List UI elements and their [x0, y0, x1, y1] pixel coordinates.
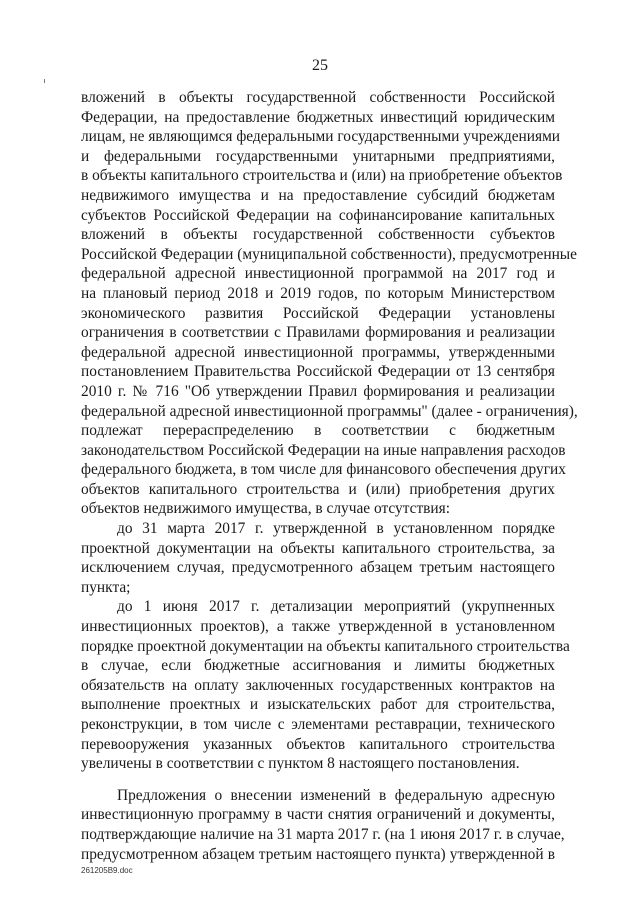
text-line: Федерации, на предоставление бюджетных инвестиций юридическим: [81, 108, 555, 126]
text-line: объектов недвижимого имущества, в случае отсутствия:: [81, 500, 451, 518]
text-line: 2010 г. № 716 "Об утверждении Правил формирования и реализации: [81, 382, 555, 400]
document-body: [81, 88, 578, 864]
text-line: федеральной адресной инвестиционной программы, утвержденными: [81, 343, 555, 361]
text-line: постановлением Правительства Российской Федерации от 13 сентября: [81, 363, 555, 381]
text-line: ограничения в соответствии с Правилами формирования и реализации: [81, 324, 555, 342]
text-line: исключением случая, предусмотренного абзацем третьим настоящего: [81, 559, 555, 577]
footer-filename: 261205B9.doc: [81, 866, 133, 875]
text-line: предусмотренном абзацем третьим настоящего пункта) утвержденной в: [81, 845, 555, 863]
text-line: недвижимого имущества и на предоставление субсидий бюджетам: [81, 186, 555, 204]
text-line: экономического развития Российской Федерации установлены: [81, 304, 555, 322]
text-line: федерального бюджета, в том числе для финансового обеспечения других: [81, 461, 566, 479]
text-line: законодательством Российской Федерации на иные направления расходов: [81, 441, 566, 459]
text-line: перевооружения указанных объектов капитального строительства: [81, 735, 555, 753]
text-line: увеличены в соответствии с пунктом 8 настоящего постановления.: [81, 755, 520, 773]
text-line: вложений в объекты государственной собственности субъектов: [81, 226, 555, 244]
text-line: Предложения о внесении изменений в федеральную адресную: [117, 786, 555, 804]
text-line: в случае, если бюджетные ассигнования и лимиты бюджетных: [81, 657, 555, 675]
text-line: субъектов Российской Федерации на софинансирование капитальных: [81, 206, 555, 224]
text-line: федеральной адресной инвестиционной программы" (далее - ограничения),: [81, 402, 578, 420]
text-line: в объекты капитального строительства и (или) на приобретение объектов: [81, 167, 563, 185]
text-line: подтверждающие наличие на 31 марта 2017 г. (на 1 июня 2017 г. в случае,: [81, 825, 565, 843]
paragraph-2: [81, 519, 555, 597]
margin-mark: [44, 79, 45, 83]
paragraph-4: [81, 786, 565, 864]
text-line: федеральной адресной инвестиционной программой на 2017 год и: [81, 265, 555, 283]
text-line: до 31 марта 2017 г. утвержденной в установленном порядке: [117, 520, 555, 538]
text-line: выполнение проектных и изыскательских работ для строительства,: [81, 696, 555, 714]
text-line: порядке проектной документации на объекты капитального строительства: [81, 637, 570, 655]
text-line: реконструкции, в том числе с элементами реставрации, технического: [81, 716, 555, 733]
text-line: обязательств на оплату заключенных государственных контрактов на: [81, 676, 555, 694]
text-line: до 1 июня 2017 г. детализации мероприятий (укрупненных: [117, 598, 555, 616]
paragraph-1: [81, 88, 578, 519]
text-line: Российской Федерации (муниципальной собственности), предусмотренные: [81, 245, 577, 263]
text-line: лицам, не являющимся федеральными государственными учреждениями: [81, 128, 561, 146]
paragraph-3: [81, 597, 570, 773]
text-line: и федеральными государственными унитарными предприятиями,: [81, 147, 555, 165]
text-line: объектов капитального строительства и (или) приобретения других: [81, 480, 555, 498]
text-line: вложений в объекты государственной собственности Российской: [81, 89, 555, 106]
text-line: проектной документации на объекты капитального строительства, за: [81, 539, 555, 557]
text-line: инвестиционную программу в части снятия ограничений и документы,: [81, 806, 555, 824]
text-line: пункта;: [81, 578, 131, 596]
text-line: подлежат перераспределению в соответствии с бюджетным: [81, 422, 555, 440]
text-line: на плановый период 2018 и 2019 годов, по которым Министерством: [81, 284, 555, 302]
text-line: инвестиционных проектов), а также утвержденной в установленном: [81, 618, 555, 636]
page-number: 25: [312, 57, 328, 74]
